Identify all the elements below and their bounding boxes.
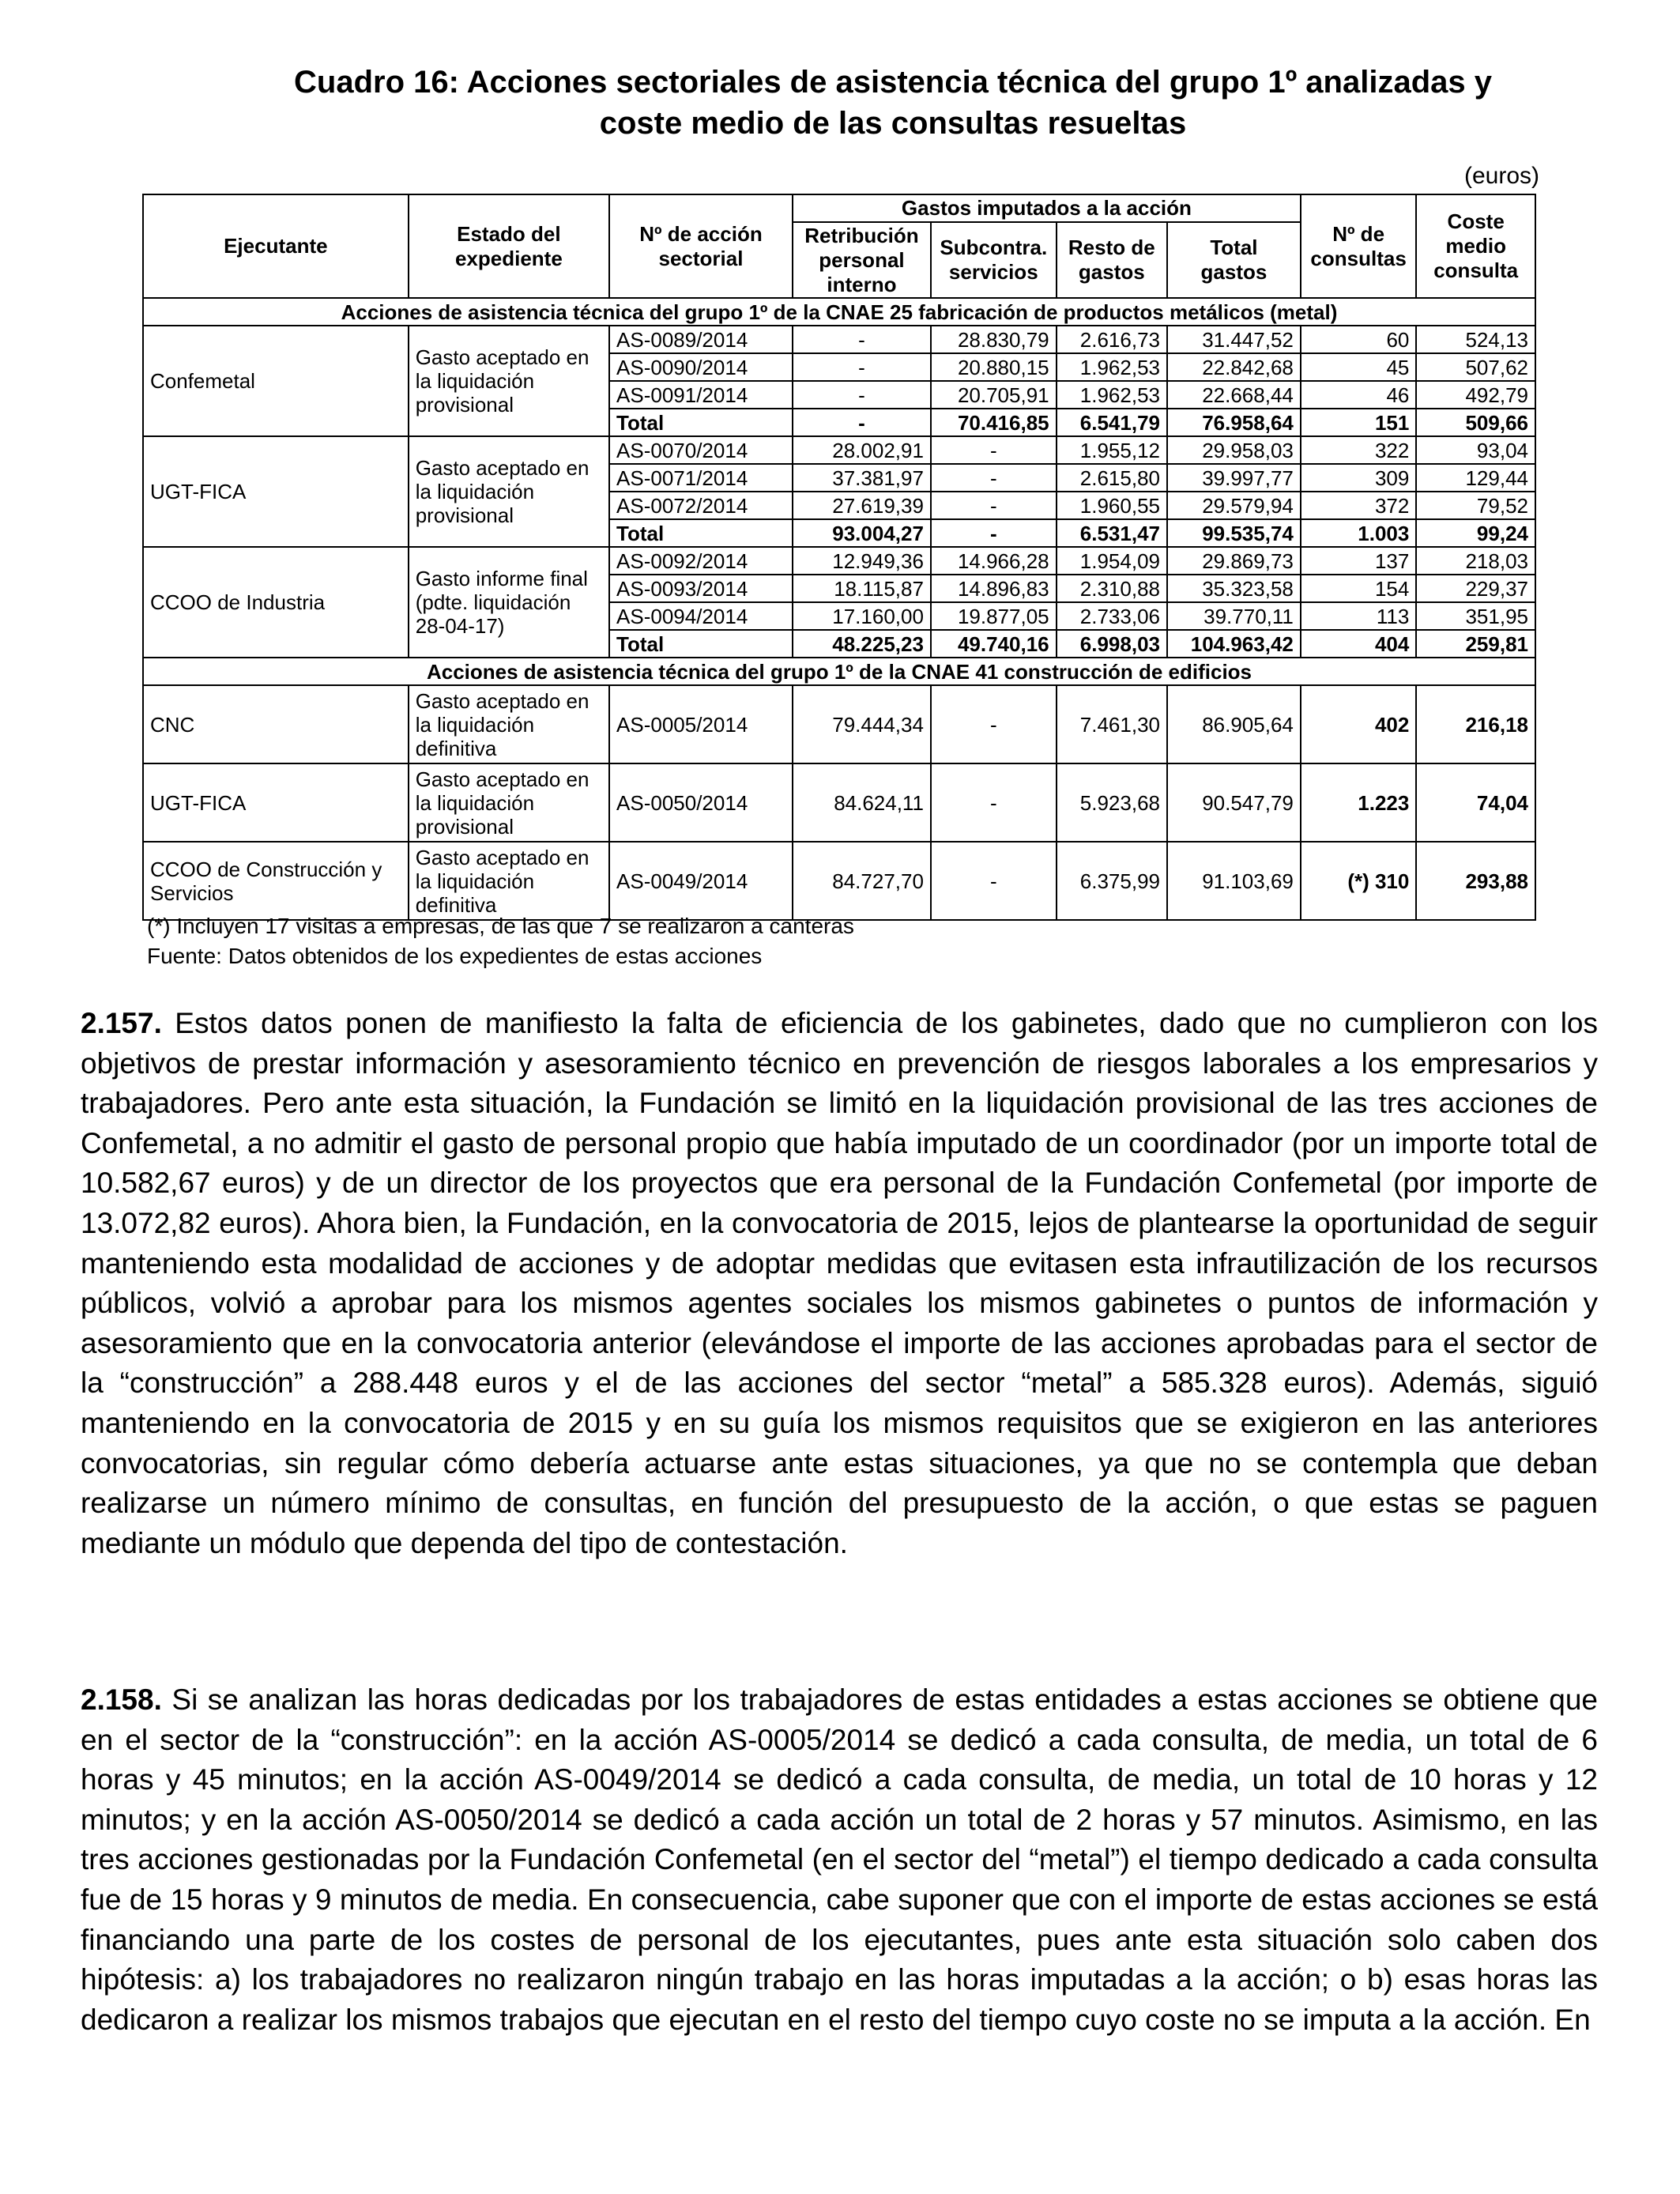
header-coste: Coste medio consulta: [1416, 194, 1535, 298]
cell-coste: 99,24: [1416, 519, 1535, 547]
header-retribucion: Retribución personal interno: [793, 222, 931, 298]
cell-consultas: 1.003: [1301, 519, 1416, 547]
cell-subcontra: 70.416,85: [931, 409, 1057, 436]
cell-retribucion: -: [793, 353, 931, 381]
cell-resto: 1.962,53: [1057, 353, 1167, 381]
cell-retribucion: 37.381,97: [793, 464, 931, 492]
header-resto: Resto de gastos: [1057, 222, 1167, 298]
cell-estado: Gasto aceptado en la liquidación provisional: [409, 436, 609, 547]
cell-retribucion: -: [793, 381, 931, 409]
cell-total: 35.323,58: [1167, 575, 1301, 602]
table-row: [143, 547, 1535, 575]
cell-retribucion: 18.115,87: [793, 575, 931, 602]
table-row: [143, 763, 1535, 842]
cell-subcontra: 19.877,05: [931, 602, 1057, 630]
cell-coste: 507,62: [1416, 353, 1535, 381]
cell-consultas: 322: [1301, 436, 1416, 464]
table-row: [143, 685, 1535, 763]
cell-resto: 2.616,73: [1057, 326, 1167, 353]
table-row: [143, 842, 1535, 920]
paragraph-2-157: [81, 1004, 1598, 1563]
table-row: [143, 436, 1535, 464]
cell-accion: AS-0070/2014: [609, 436, 793, 464]
cell-consultas: 137: [1301, 547, 1416, 575]
cell-retribucion: 84.727,70: [793, 842, 931, 920]
cell-estado: Gasto aceptado en la liquidación definitiva: [409, 842, 609, 920]
cell-retribucion: 17.160,00: [793, 602, 931, 630]
cell-total: 39.997,77: [1167, 464, 1301, 492]
cell-consultas: 404: [1301, 630, 1416, 658]
paragraph-2-158: [81, 1680, 1598, 2040]
cell-subcontra: -: [931, 842, 1057, 920]
cell-accion: AS-0093/2014: [609, 575, 793, 602]
cell-coste: 79,52: [1416, 492, 1535, 519]
cell-total-label: Total: [609, 630, 793, 658]
cell-retribucion: -: [793, 409, 931, 436]
cell-accion: AS-0094/2014: [609, 602, 793, 630]
source-note: Fuente: Datos obtenidos de los expedientes de estas acciones: [147, 944, 763, 968]
cell-accion: AS-0091/2014: [609, 381, 793, 409]
cell-ejecutante: CCOO de Industria: [143, 547, 409, 658]
cell-coste: 524,13: [1416, 326, 1535, 353]
cell-estado: Gasto informe final (pdte. liquidación 28-04-17): [409, 547, 609, 658]
cell-estado: Gasto aceptado en la liquidación provisional: [409, 763, 609, 842]
cell-accion: AS-0092/2014: [609, 547, 793, 575]
cell-ejecutante: UGT-FICA: [143, 763, 409, 842]
paragraph-number: 2.158.: [81, 1683, 162, 1716]
cell-accion: AS-0071/2014: [609, 464, 793, 492]
title-line-1: Cuadro 16: Acciones sectoriales de asistencia técnica del grupo 1º analizadas y: [294, 65, 1492, 100]
cell-subcontra: 28.830,79: [931, 326, 1057, 353]
cell-coste: 492,79: [1416, 381, 1535, 409]
header-ejecutante: Ejecutante: [143, 194, 409, 298]
cell-resto: 6.541,79: [1057, 409, 1167, 436]
cell-resto: 1.954,09: [1057, 547, 1167, 575]
cell-consultas: 60: [1301, 326, 1416, 353]
cell-retribucion: 28.002,91: [793, 436, 931, 464]
cell-resto: 6.375,99: [1057, 842, 1167, 920]
header-gastos-group: Gastos imputados a la acción: [793, 194, 1301, 222]
cell-total: 90.547,79: [1167, 763, 1301, 842]
cell-accion: AS-0072/2014: [609, 492, 793, 519]
header-estado: Estado del expediente: [409, 194, 609, 298]
cell-resto: 2.310,88: [1057, 575, 1167, 602]
cell-subcontra: 14.966,28: [931, 547, 1057, 575]
cell-ejecutante: UGT-FICA: [143, 436, 409, 547]
cell-consultas: 402: [1301, 685, 1416, 763]
cell-total: 29.958,03: [1167, 436, 1301, 464]
cell-total: 22.668,44: [1167, 381, 1301, 409]
cell-retribucion: 93.004,27: [793, 519, 931, 547]
cell-resto: 6.531,47: [1057, 519, 1167, 547]
cell-resto: 6.998,03: [1057, 630, 1167, 658]
cell-total-label: Total: [609, 409, 793, 436]
header-accion: Nº de acción sectorial: [609, 194, 793, 298]
cell-coste: 229,37: [1416, 575, 1535, 602]
cell-resto: 1.960,55: [1057, 492, 1167, 519]
cell-consultas: 154: [1301, 575, 1416, 602]
cell-resto: 1.955,12: [1057, 436, 1167, 464]
cell-retribucion: 84.624,11: [793, 763, 931, 842]
cell-subcontra: -: [931, 436, 1057, 464]
section-metal: Acciones de asistencia técnica del grupo 1º de la CNAE 25 fabricación de productos metálicos (metal): [143, 298, 1535, 326]
cell-consultas: 45: [1301, 353, 1416, 381]
cell-coste: 509,66: [1416, 409, 1535, 436]
cell-total: 76.958,64: [1167, 409, 1301, 436]
cell-coste: 216,18: [1416, 685, 1535, 763]
cell-accion: AS-0090/2014: [609, 353, 793, 381]
table-row: [143, 326, 1535, 353]
cell-total: 91.103,69: [1167, 842, 1301, 920]
paragraph-number: 2.157.: [81, 1007, 162, 1039]
cell-ejecutante: Confemetal: [143, 326, 409, 436]
cell-total: 29.869,73: [1167, 547, 1301, 575]
cell-accion: AS-0089/2014: [609, 326, 793, 353]
cell-subcontra: 20.880,15: [931, 353, 1057, 381]
table-title: [142, 62, 1644, 144]
cell-total-label: Total: [609, 519, 793, 547]
cell-accion: AS-0049/2014: [609, 842, 793, 920]
table-notes: [147, 911, 854, 971]
header-total: Total gastos: [1167, 222, 1301, 298]
cuadro-16-table: [142, 194, 1536, 921]
cell-estado: Gasto aceptado en la liquidación provisional: [409, 326, 609, 436]
title-line-2: coste medio de las consultas resueltas: [599, 106, 1187, 141]
section-construccion: Acciones de asistencia técnica del grupo 1º de la CNAE 41 construcción de edificios: [143, 658, 1535, 685]
cell-retribucion: 48.225,23: [793, 630, 931, 658]
cell-consultas: (*) 310: [1301, 842, 1416, 920]
cell-retribucion: 79.444,34: [793, 685, 931, 763]
cell-consultas: 1.223: [1301, 763, 1416, 842]
cell-subcontra: -: [931, 464, 1057, 492]
cell-coste: 259,81: [1416, 630, 1535, 658]
cell-retribucion: 12.949,36: [793, 547, 931, 575]
cell-coste: 93,04: [1416, 436, 1535, 464]
cell-accion: AS-0005/2014: [609, 685, 793, 763]
cell-coste: 218,03: [1416, 547, 1535, 575]
cell-resto: 2.615,80: [1057, 464, 1167, 492]
cell-subcontra: -: [931, 763, 1057, 842]
cell-retribucion: -: [793, 326, 931, 353]
cell-resto: 5.923,68: [1057, 763, 1167, 842]
cell-coste: 129,44: [1416, 464, 1535, 492]
cell-consultas: 372: [1301, 492, 1416, 519]
cell-subcontra: 49.740,16: [931, 630, 1057, 658]
cell-subcontra: 14.896,83: [931, 575, 1057, 602]
cell-coste: 351,95: [1416, 602, 1535, 630]
cell-subcontra: 20.705,91: [931, 381, 1057, 409]
cell-ejecutante: CCOO de Construcción y Servicios: [143, 842, 409, 920]
cell-total: 31.447,52: [1167, 326, 1301, 353]
cell-consultas: 151: [1301, 409, 1416, 436]
cell-coste: 74,04: [1416, 763, 1535, 842]
cell-total: 99.535,74: [1167, 519, 1301, 547]
paragraph-text: Si se analizan las horas dedicadas por los trabajadores de estas entidades a estas acciones se obtiene que en el sector de la “construcción”: en la acción AS-0005/2014 se dedicó a cada consulta, de media, un total de 6 horas y 45 minutos; en la acción AS-0049/2014 se dedicó a cada consulta, de media, un total de 10 horas y 12 minutos; y en la acción AS-0050/2014 se dedicó a cada acción un total de 2 horas y 57 minutos. Asimismo, en las tres acciones gestionadas por la Fundación Confemetal (en el sector del “metal”) el tiempo dedicado a cada consulta fue de 15 horas y 9 minutos de media. En consecuencia, cabe suponer que con el importe de estas acciones se está financiando una parte de los costes de personal de los ejecutantes, pues ante esta situación solo caben dos hipótesis: a) los trabajadores no realizaron ningún trabajo en las horas imputadas a la acción; o b) esas horas las dedicaron a realizar los mismos trabajos que ejecutan en el resto del tiempo cuyo coste no se imputa a la acción. En: [81, 1683, 1599, 2036]
cell-subcontra: -: [931, 685, 1057, 763]
footnote: (*) Incluyen 17 visitas a empresas, de las que 7 se realizaron a canteras: [147, 914, 854, 938]
cell-total: 39.770,11: [1167, 602, 1301, 630]
cell-consultas: 113: [1301, 602, 1416, 630]
cell-coste: 293,88: [1416, 842, 1535, 920]
paragraph-text: Estos datos ponen de manifiesto la falta de eficiencia de los gabinetes, dado que no cumplieron con los objetivos de prestar información y asesoramiento técnico en prevención de riesgos laborales a los empresarios y trabajadores. Pero ante esta situación, la Fundación se limitó en la liquidación provisional de las tres acciones de Confemetal, a no admitir el gasto de personal propio que había imputado de un coordinador (por un importe total de 10.582,67 euros) y de un director de los proyectos que era personal de la Fundación Confemetal (por importe de 13.072,82 euros). Ahora bien, la Fundación, en la convocatoria de 2015, lejos de plantearse la oportunidad de seguir manteniendo esta modalidad de acciones y de adoptar medidas que evitasen esta infrautilización de los recursos públicos, volvió a aprobar para los mismos agentes sociales los mismos gabinetes o puntos de información y asesoramiento que en la convocatoria anterior (elevándose el importe de las acciones aprobadas para el sector de la “construcción” a 288.448 euros y el de las acciones del sector “metal” a 585.328 euros). Además, siguió manteniendo en la convocatoria de 2015 y en su guía los mismos requisitos que se exigieron en las anteriores convocatorias, sin regular cómo debería actuarse ante estas situaciones, ya que no se contempla que deban realizarse un número mínimo de consultas, en función del presupuesto de la acción, o que estas se paguen mediante un módulo que dependa del tipo de contestación.: [81, 1007, 1598, 1559]
cell-total: 104.963,42: [1167, 630, 1301, 658]
cell-total: 86.905,64: [1167, 685, 1301, 763]
cell-resto: 7.461,30: [1057, 685, 1167, 763]
cell-estado: Gasto aceptado en la liquidación definitiva: [409, 685, 609, 763]
cell-total: 29.579,94: [1167, 492, 1301, 519]
cell-retribucion: 27.619,39: [793, 492, 931, 519]
cell-subcontra: -: [931, 492, 1057, 519]
cell-consultas: 46: [1301, 381, 1416, 409]
cell-total: 22.842,68: [1167, 353, 1301, 381]
cell-accion: AS-0050/2014: [609, 763, 793, 842]
cell-resto: 1.962,53: [1057, 381, 1167, 409]
unit-label: (euros): [1463, 163, 1539, 189]
cell-consultas: 309: [1301, 464, 1416, 492]
header-consultas: Nº de consultas: [1301, 194, 1416, 298]
cell-ejecutante: CNC: [143, 685, 409, 763]
cell-resto: 2.733,06: [1057, 602, 1167, 630]
cell-subcontra: -: [931, 519, 1057, 547]
header-subcontra: Subcontra. servicios: [931, 222, 1057, 298]
